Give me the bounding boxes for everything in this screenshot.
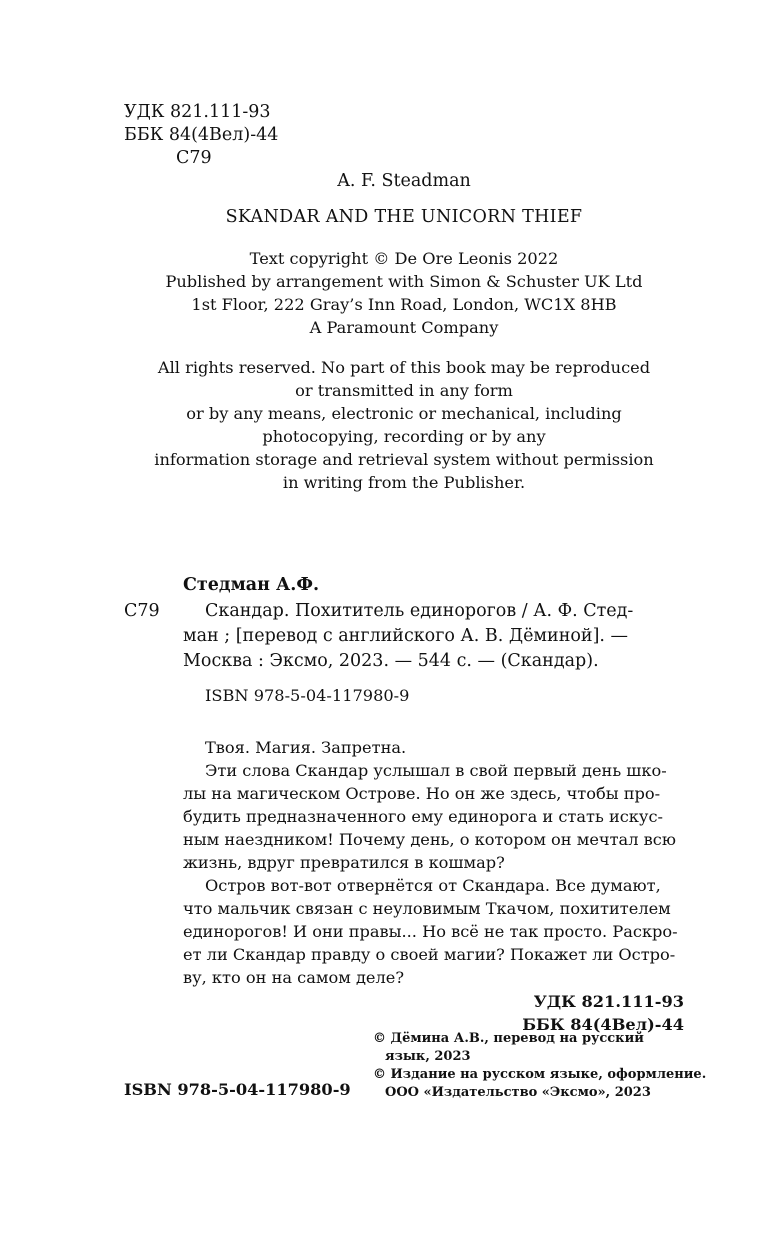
catalog-code: С79 [124,601,160,621]
catalog-isbn: ISBN 978-5-04-117980-9 [205,686,410,705]
rights-line: in writing from the Publisher. [282,473,526,492]
catalog-line-2: ман ; [перевод с английского А. В. Дёминой]. — [183,626,629,646]
footer-copy-1a: © Дёмина А.В., перевод на русский [373,1031,644,1046]
annotation-line: что мальчик связан с неуловимым Ткачом, похитителем [183,899,671,918]
annotation-line: ву, кто он на самом деле? [183,968,405,987]
rights-line: photocopying, recording or by any [262,427,546,446]
rights-line: information storage and retrieval system without permission [154,450,654,469]
footer-udk: УДК 821.111-93 [533,992,684,1011]
annotation-line: ным наездником! Почему день, о котором он мечтал всю [183,830,676,849]
header-bbk: ББК 84(4Вел)-44 [124,125,279,145]
rights-block [0,356,768,494]
catalog-author: Стедман А.Ф. [183,575,320,595]
annotation-line: единорогов! И они правы... Но всё не так просто. Раскро- [183,922,678,941]
annotation-line: ет ли Скандар правду о своей магии? Покажет ли Остро- [183,945,676,964]
footer-copy-1b: язык, 2023 [385,1049,471,1064]
rights-line: or by any means, electronic or mechanical, including [186,404,622,423]
header-code: С79 [176,148,212,168]
copyright-line: Text copyright © De Ore Leonis 2022 [249,249,559,268]
copyright-line: 1st Floor, 222 Gray’s Inn Road, London, WC1X 8HB [191,295,617,314]
catalog-line-1: Скандар. Похититель единорогов / А. Ф. Стед- [205,601,634,621]
rights-line: All rights reserved. No part of this book may be reproduced [157,358,651,377]
rights-line: or transmitted in any form [295,381,513,400]
footer-copy-2a: © Издание на русском языке, оформление. [373,1067,707,1082]
copyright-line: A Paramount Company [309,318,499,337]
annotation-line: будить предназначенного ему единорога и стать искус- [183,807,663,826]
author-en: A. F. Steadman [337,171,471,191]
footer-copy-2b: ООО «Издательство «Эксмо», 2023 [385,1085,651,1100]
copyright-block [0,247,768,339]
annotation-line: лы на магическом Острове. Но он же здесь, чтобы про- [183,784,661,803]
footer-bbk: ББК 84(4Вел)-44 [522,1015,684,1034]
annotation-line: Остров вот-вот отвернётся от Скандара. Все думают, [205,876,661,895]
annotation-line: жизнь, вдруг превратился в кошмар? [183,853,505,872]
title-en: SKANDAR AND THE UNICORN THIEF [225,207,583,227]
copyright-line: Published by arrangement with Simon & Schuster UK Ltd [165,272,643,291]
header-udk: УДК 821.111-93 [124,102,271,122]
annotation-line: Эти слова Скандар услышал в свой первый день шко- [205,761,667,780]
annotation-line: Твоя. Магия. Запретна. [205,738,407,757]
annotation [183,736,683,989]
footer-isbn: ISBN 978-5-04-117980-9 [124,1080,351,1099]
catalog-line-3: Москва : Эксмо, 2023. — 544 с. — (Скандар). [183,651,599,671]
